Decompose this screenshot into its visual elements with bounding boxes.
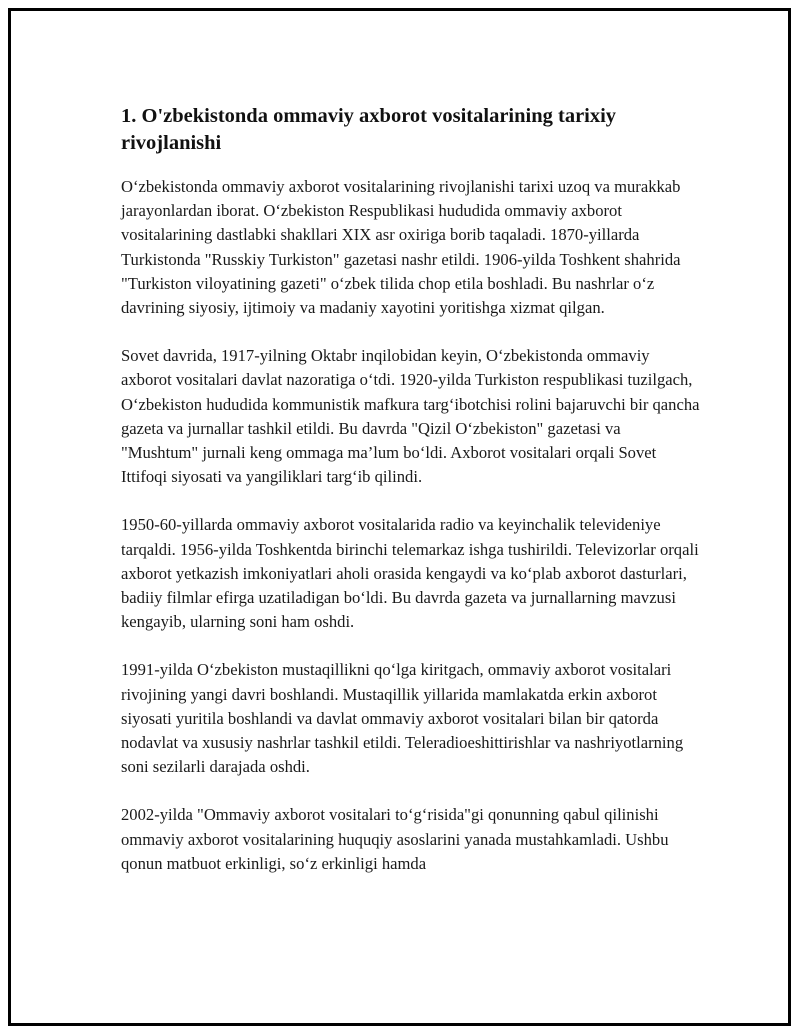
paragraph-2: Sovet davrida, 1917-yilning Oktabr inqilobidan keyin, O‘zbekistonda ommaviy axborot vositalari davlat nazoratiga o‘tdi. 1920-yilda Turkiston respublikasi tuzilgach, O‘zbekiston hududida kommunistik mafkura targ‘ibotchisi rolini bajaruvchi bir qancha gazeta va jurnallar tashkil etildi. Bu davrda "Qizil O‘zbekiston" gazetasi va "Mushtum" jurnali keng ommaga ma’lum bo‘ldi. Axborot vositalari orqali Sovet Ittifoqi siyosati va yangiliklari targ‘ib qilindi. xyxy=(121,346,700,487)
paragraph-1: O‘zbekistonda ommaviy axborot vositalarining rivojlanishi tarixi uzoq va murakkab jarayonlardan iborat. O‘zbekiston Respublikasi hududida ommaviy axborot vositalarining dastlabki shakllari XIX asr oxiriga borib taqaladi. 1870-yillarda Turkistonda "Russkiy Turkiston" gazetasi nashr etildi. 1906-yilda Toshkent shahrida "Turkiston viloyatining gazeti" o‘zbek tilida chop etila boshladi. Bu nashrlar o‘z davrining siyosiy, ijtimoiy va madaniy xayotini yoritishga xizmat qilgan. xyxy=(121,177,681,318)
paragraph-3: 1950-60-yillarda ommaviy axborot vositalarida radio va keyinchalik televideniye tarqaldi. 1956-yilda Toshkentda birinchi telemarkaz ishga tushirildi. Televizorlar orqali axborot yetkazish imkoniyatlari aholi orasida kengaydi va ko‘plab axborot dasturlari, badiiy filmlar efirga uzatiladigan bo‘ldi. Bu davrda gazeta va jurnallarning mavzusi kengayib, ularning soni ham oshdi. xyxy=(121,515,699,632)
paragraph-4: 1991-yilda O‘zbekiston mustaqillikni qo‘lga kiritgach, ommaviy axborot vositalari rivojining yangi davri boshlandi. Mustaqillik yillarida mamlakatda erkin axborot siyosati yuritila boshlandi va davlat ommaviy axborot vositalari bilan bir qatorda nodavlat va xususiy nashrlar tashkil etildi. Teleradioeshittirishlar va nashriyotlarning soni sezilarli darajada oshdi. xyxy=(121,660,684,777)
page-frame xyxy=(8,8,791,1026)
document-title: 1. O'zbekistonda ommaviy axborot vositalarining tarixiy rivojlanishi xyxy=(121,105,617,154)
document-body xyxy=(121,103,701,900)
paragraph-5: 2002-yilda "Ommaviy axborot vositalari to‘g‘risida"gi qonunning qabul qilinishi ommaviy axborot vositalarining huquqiy asoslarini yanada mustahkamladi. Ushbu qonun matbuot erkinligi, so‘z erkinligi hamda xyxy=(121,805,669,873)
